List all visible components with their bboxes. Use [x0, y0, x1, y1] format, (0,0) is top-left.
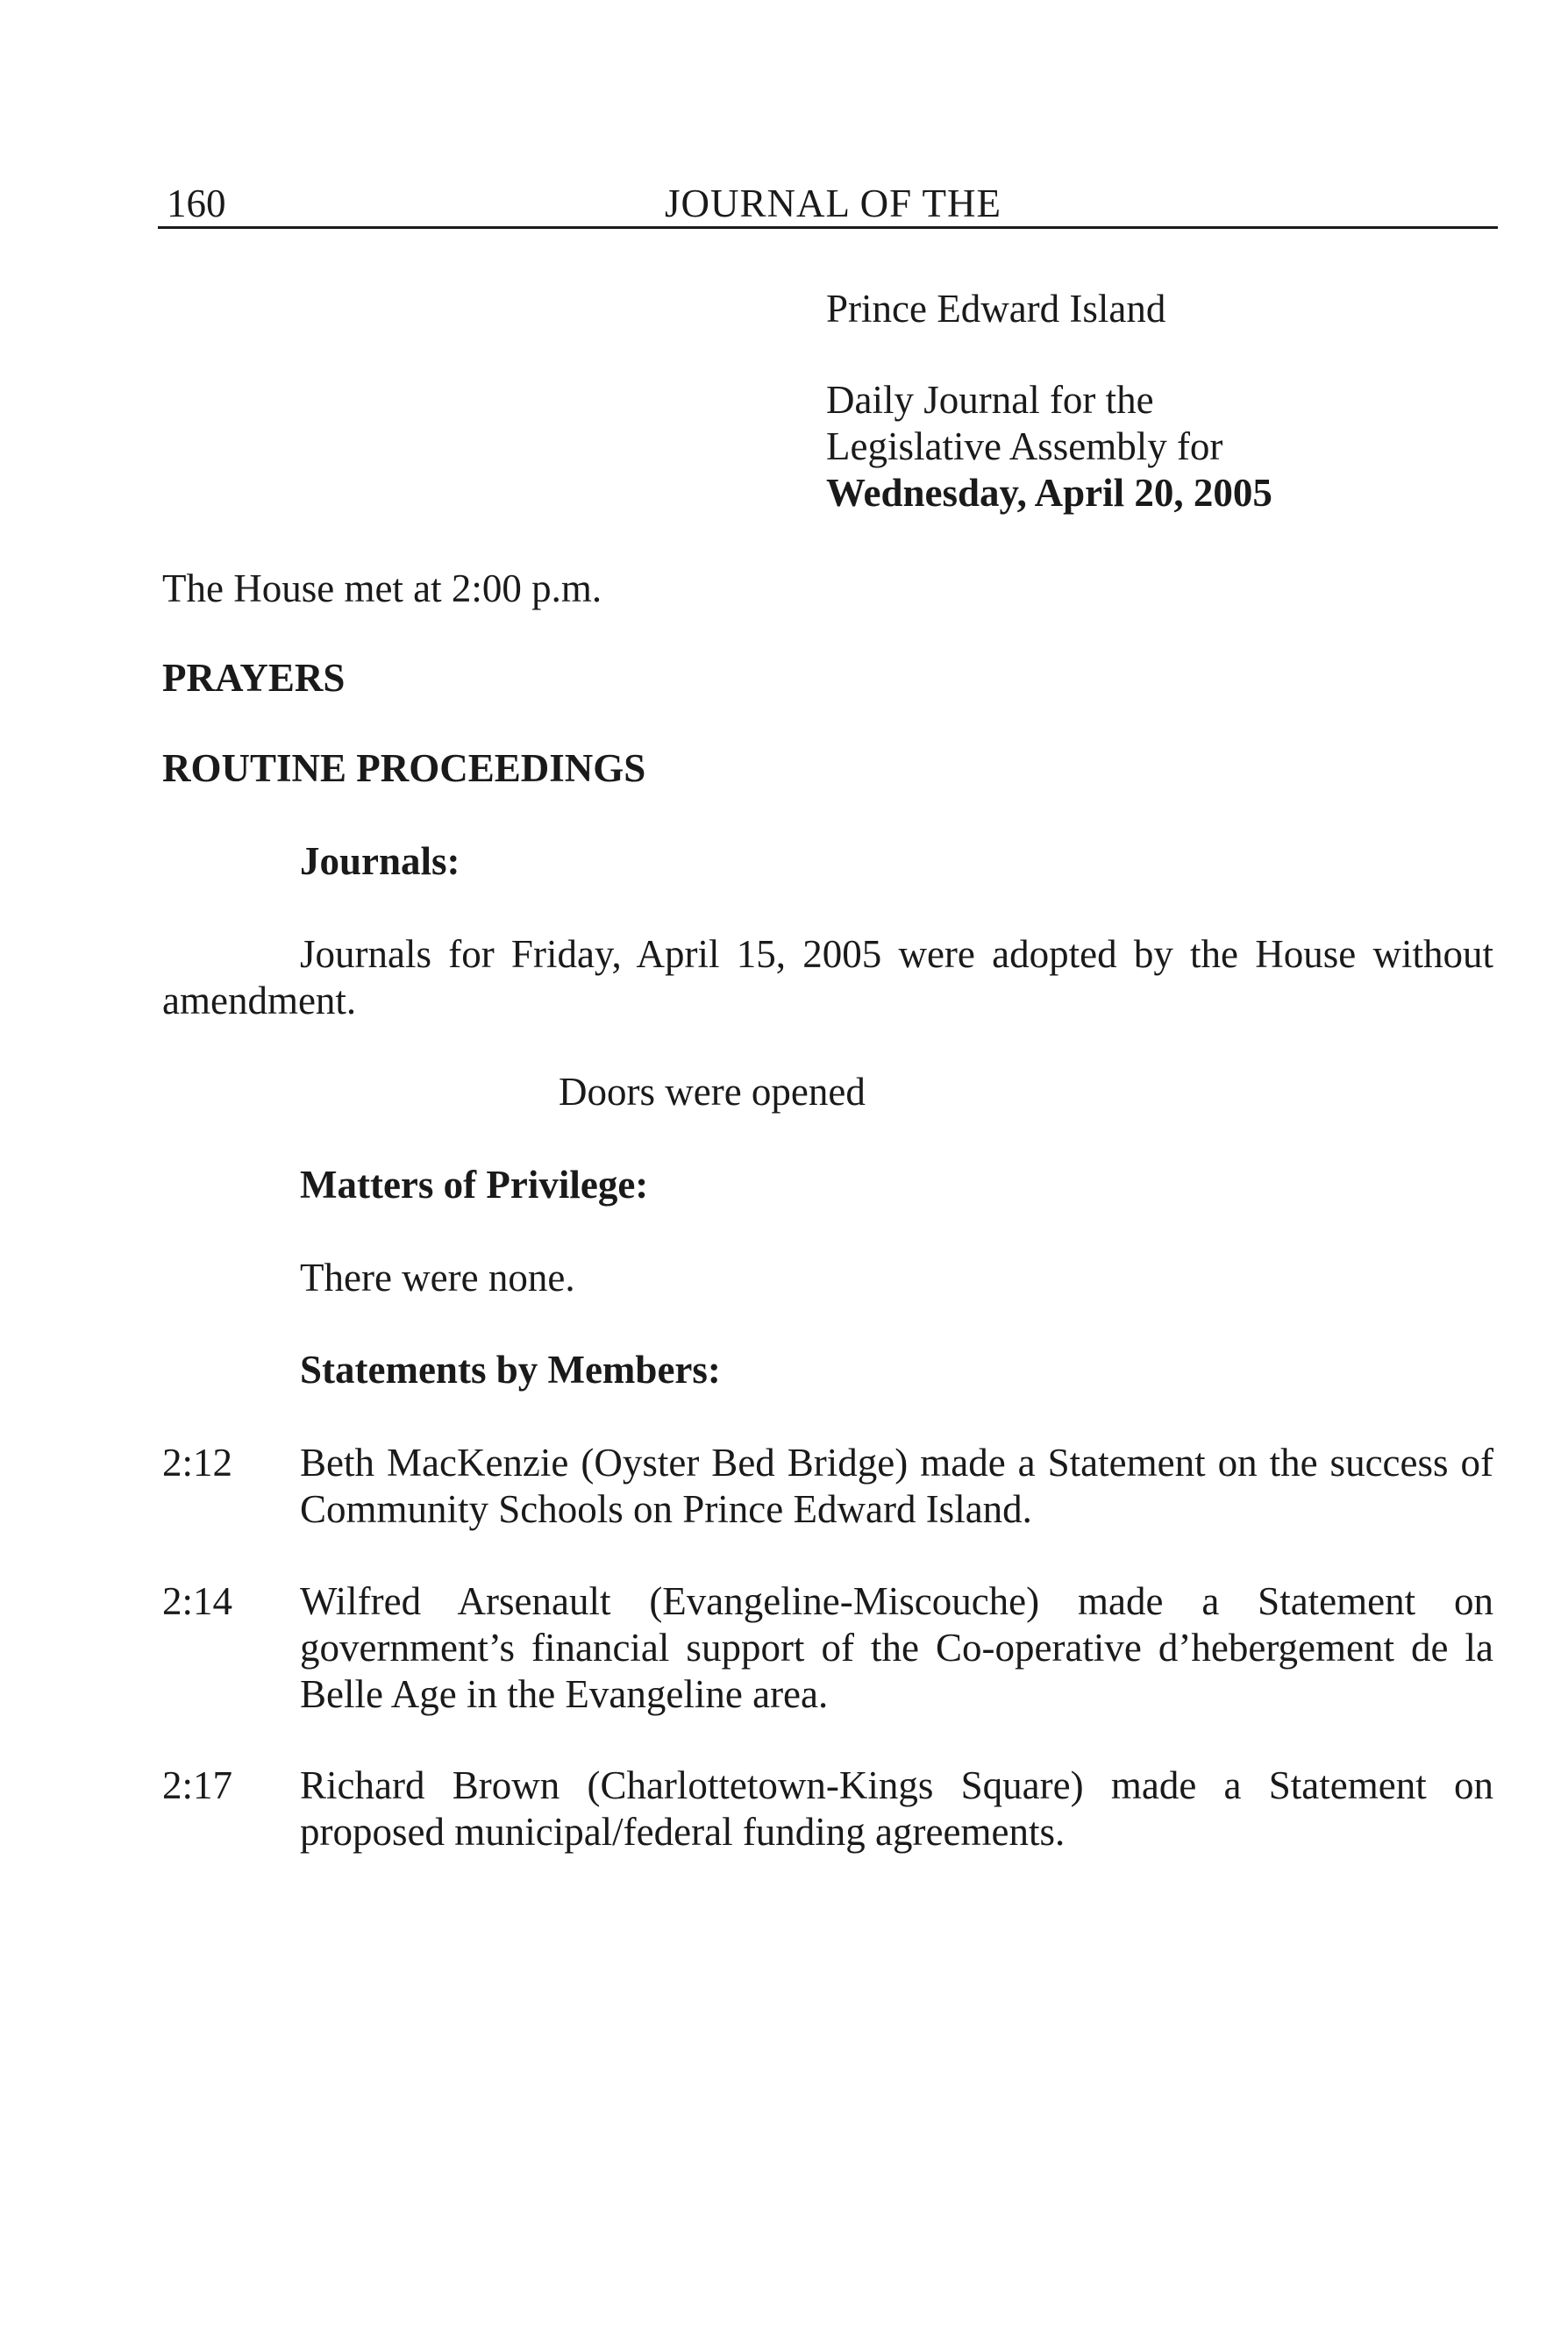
page-number: 160	[167, 182, 226, 225]
journal-title-line1: Daily Journal for the	[826, 378, 1154, 422]
header-rule	[158, 226, 1498, 229]
province-name: Prince Edward Island	[826, 287, 1166, 331]
privilege-heading: Matters of Privilege:	[300, 1163, 649, 1207]
privilege-text: There were none.	[300, 1256, 575, 1300]
doors-opened-line: Doors were opened	[559, 1070, 866, 1114]
statement-text: Richard Brown (Charlottetown-Kings Square) made a Statement on proposed municipal/federal funding agreements.	[300, 1763, 1493, 1854]
journals-heading: Journals:	[300, 839, 460, 883]
statement-time: 2:17	[162, 1763, 233, 1807]
statement-text: Wilfred Arsenault (Evangeline-Miscouche) made a Statement on government’s financial support of the Co-operative d’hebergement de la Belle Age in the Evangeline area.	[300, 1579, 1493, 1716]
statement-time: 2:12	[162, 1441, 233, 1485]
sitting-date: Wednesday, April 20, 2005	[826, 471, 1272, 515]
house-met-line: The House met at 2:00 p.m.	[162, 566, 602, 610]
statement-time: 2:14	[162, 1579, 233, 1623]
statements-heading: Statements by Members:	[300, 1348, 721, 1392]
routine-proceedings-heading: ROUTINE PROCEEDINGS	[162, 746, 646, 790]
statement-text: Beth MacKenzie (Oyster Bed Bridge) made a Statement on the success of Community Schools on Prince Edward Island.	[300, 1441, 1493, 1531]
journal-title-line2: Legislative Assembly for	[826, 424, 1223, 468]
journals-paragraph: Journals for Friday, April 15, 2005 were adopted by the House without amendment.	[162, 932, 1493, 1022]
prayers-heading: PRAYERS	[162, 656, 346, 700]
running-title: JOURNAL OF THE	[665, 182, 1002, 225]
